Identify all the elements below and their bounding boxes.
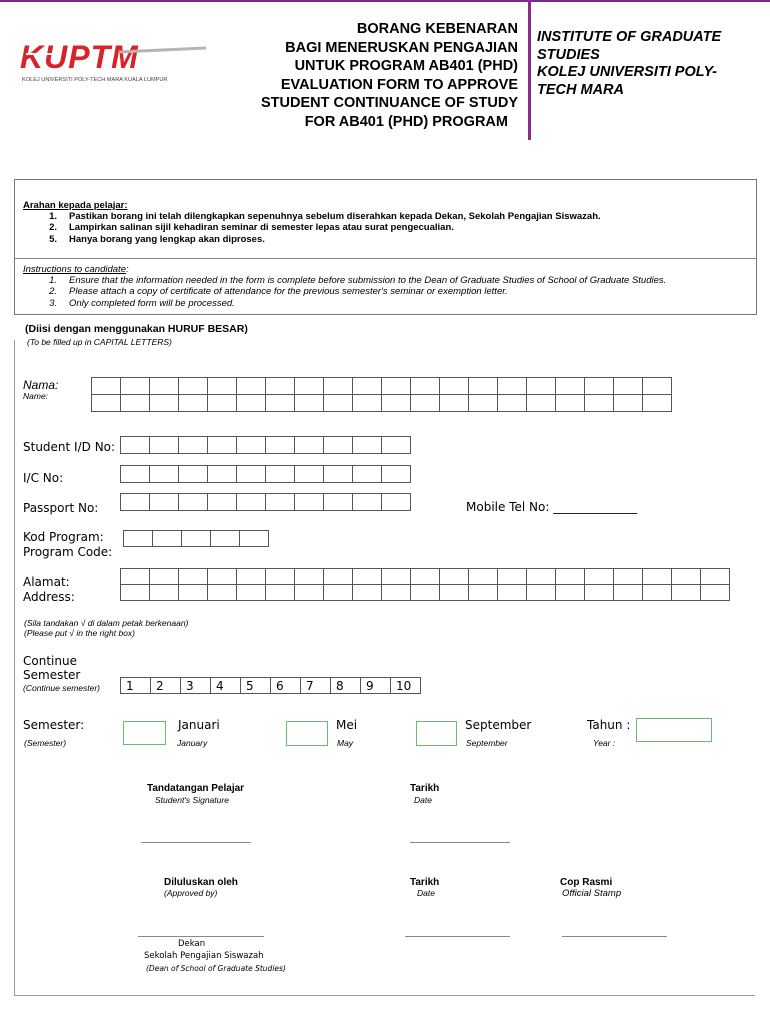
passport-grid[interactable] bbox=[120, 493, 411, 511]
approved-by-label-en: (Approved by) bbox=[164, 888, 218, 898]
instruction-item: 2. Lampirkan salinan sijil kehadiran seminar di semester lepas atau surat pengecualian. bbox=[49, 222, 454, 234]
approval-date-label: Tarikh bbox=[410, 877, 440, 888]
official-stamp-label-en: Official Stamp bbox=[562, 888, 622, 899]
semester-number-box[interactable]: 2 bbox=[151, 678, 181, 694]
capital-note: (Diisi dengan menggunakan HURUF BESAR) bbox=[25, 323, 248, 335]
ic-grid[interactable] bbox=[120, 465, 411, 483]
date-label-en: Date bbox=[414, 795, 432, 805]
approval-date-label-en: Date bbox=[417, 888, 435, 898]
semester-number-box[interactable]: 6 bbox=[271, 678, 301, 694]
header-divider bbox=[528, 0, 531, 140]
student-signature-label: Tandatangan Pelajar bbox=[147, 783, 245, 794]
semester-number-box[interactable]: 7 bbox=[301, 678, 331, 694]
ic-label: I/C No: bbox=[23, 471, 64, 485]
title-line: UNTUK PROGRAM AB401 (PHD) bbox=[294, 58, 518, 74]
semester-number-box[interactable]: 5 bbox=[241, 678, 271, 694]
title-line: BORANG KEBENARAN bbox=[356, 21, 518, 37]
address-grid[interactable] bbox=[120, 568, 730, 601]
september-label: September bbox=[465, 718, 532, 732]
passport-label: Passport No: bbox=[23, 501, 99, 515]
title-line: STUDENT CONTINUANCE OF STUDY bbox=[261, 95, 518, 111]
svg-text:KUPTM: KUPTM bbox=[20, 40, 139, 75]
institute-line: STUDIES bbox=[537, 46, 600, 63]
year-label: Tahun : bbox=[587, 718, 631, 732]
institute-name bbox=[537, 29, 767, 99]
name-grid-row bbox=[92, 395, 672, 412]
approved-by-label: Diluluskan oleh bbox=[164, 877, 238, 888]
september-label-en: September bbox=[466, 738, 508, 748]
kuptm-logo-graphic bbox=[20, 40, 210, 84]
program-code-grid[interactable] bbox=[123, 530, 269, 547]
mobile-tel-field[interactable]: Mobile Tel No: ______________ bbox=[466, 500, 638, 514]
title-line: FOR AB401 (PHD) PROGRAM bbox=[304, 113, 508, 130]
form-title bbox=[230, 20, 518, 131]
instruction-item: 3. Only completed form will be processed. bbox=[49, 297, 235, 309]
instruction-item: 1. Pastikan borang ini telah dilengkapkan sepenuhnya sebelum diserahkan kepada Dekan, Sekolah Pengajian Siswazah. bbox=[49, 211, 601, 222]
instruction-item: 5. Hanya borang yang lengkap akan diproses. bbox=[49, 233, 265, 245]
semester-number-box[interactable]: 3 bbox=[181, 678, 211, 694]
semester-label: Semester: bbox=[23, 718, 85, 732]
semester-number-box[interactable]: 8 bbox=[331, 678, 361, 694]
official-stamp-label: Cop Rasmi bbox=[560, 877, 613, 888]
address-label: Alamat: bbox=[23, 575, 70, 589]
approval-date-line[interactable] bbox=[405, 936, 510, 937]
instructions-malay bbox=[23, 200, 601, 245]
may-label: Mei bbox=[336, 718, 358, 732]
date-label: Tarikh bbox=[410, 783, 440, 794]
student-id-label: Student I/D No: bbox=[23, 440, 116, 454]
top-rule bbox=[0, 0, 770, 2]
program-code-label-en: Program Code: bbox=[23, 545, 113, 559]
semester-number-box[interactable]: 1 bbox=[121, 678, 151, 694]
semester-label-en: (Semester) bbox=[24, 738, 67, 748]
student-id-grid[interactable] bbox=[120, 436, 411, 454]
continue-semester-en: (Continue semester) bbox=[23, 683, 101, 693]
svg-text:KOLEJ UNIVERSITI POLY-TECH MAR: KOLEJ UNIVERSITI POLY-TECH MARA KUALA LUMPUR bbox=[22, 77, 168, 83]
student-signature-line[interactable] bbox=[141, 842, 251, 843]
kuptm-logo bbox=[20, 40, 210, 84]
january-label: Januari bbox=[178, 718, 220, 732]
instructions-english-heading: Instructions to candidate bbox=[23, 264, 126, 275]
stamp-line[interactable] bbox=[562, 936, 667, 937]
name-label-en: Name: bbox=[23, 391, 49, 401]
instructions-english: Instructions to candidate: 1. Ensure that the information needed in the form is complete before submission to the Dean of Graduate Studies of School of Graduate Studies. 2. Please attach a copy of certificate of attendance for the previous semester's seminar or exemption letter. 3. Only completed form will be processed. bbox=[23, 264, 667, 309]
capital-note-en: (To be filled up in CAPITAL LETTERS) bbox=[27, 337, 172, 347]
student-signature-label-en: Student's Signature bbox=[155, 795, 229, 805]
year-input[interactable] bbox=[636, 718, 712, 742]
continue-semester-label-2: Semester bbox=[23, 668, 81, 682]
continue-semester-grid[interactable] bbox=[120, 677, 421, 694]
institute-line: INSTITUTE OF GRADUATE bbox=[537, 29, 722, 45]
tick-note: (Sila tandakan √ di dalam petak berkenaan) bbox=[24, 618, 189, 628]
instruction-item: 2. Please attach a copy of certificate of attendance for the previous semester's seminar or exemption letter. bbox=[49, 286, 508, 298]
semester-number-box[interactable]: 9 bbox=[361, 678, 391, 694]
instruction-item: 1. Ensure that the information needed in the form is complete before submission to the Dean of Graduate Studies of School of Graduate Studies. bbox=[49, 275, 667, 286]
dean-title: Dekan bbox=[178, 939, 206, 949]
name-grid[interactable] bbox=[91, 377, 672, 412]
instructions-box bbox=[14, 179, 757, 315]
institute-line: TECH MARA bbox=[537, 81, 624, 98]
september-checkbox[interactable] bbox=[416, 721, 457, 746]
institute-line: KOLEJ UNIVERSITI POLY- bbox=[537, 64, 717, 80]
may-label-en: May bbox=[337, 738, 354, 748]
dean-title-en: (Dean of School of Graduate Studies) bbox=[146, 964, 286, 973]
january-checkbox[interactable] bbox=[123, 721, 166, 745]
tick-note-en: (Please put √ in the right box) bbox=[24, 628, 135, 638]
continue-semester-label: Continue bbox=[23, 654, 77, 668]
semester-number-box[interactable]: 4 bbox=[211, 678, 241, 694]
may-checkbox[interactable] bbox=[286, 721, 328, 746]
date-line[interactable] bbox=[410, 842, 510, 843]
form-frame-bottom bbox=[14, 995, 755, 996]
title-line: BAGI MENERUSKAN PENGAJIAN bbox=[285, 39, 518, 56]
year-label-en: Year : bbox=[593, 738, 616, 748]
name-label: Nama: bbox=[23, 378, 59, 392]
school-name: Sekolah Pengajian Siswazah bbox=[144, 951, 264, 961]
instructions-malay-heading: Arahan kepada pelajar: bbox=[23, 200, 128, 211]
form-frame-left bbox=[14, 340, 15, 995]
address-label-en: Address: bbox=[23, 590, 75, 604]
instructions-separator bbox=[15, 258, 756, 259]
program-code-label: Kod Program: bbox=[23, 530, 104, 544]
title-line: EVALUATION FORM TO APPROVE bbox=[280, 76, 518, 93]
name-grid-row bbox=[92, 378, 672, 395]
approver-signature-line[interactable] bbox=[138, 936, 264, 937]
january-label-en: January bbox=[177, 738, 208, 748]
semester-number-box[interactable]: 10 bbox=[391, 678, 421, 694]
